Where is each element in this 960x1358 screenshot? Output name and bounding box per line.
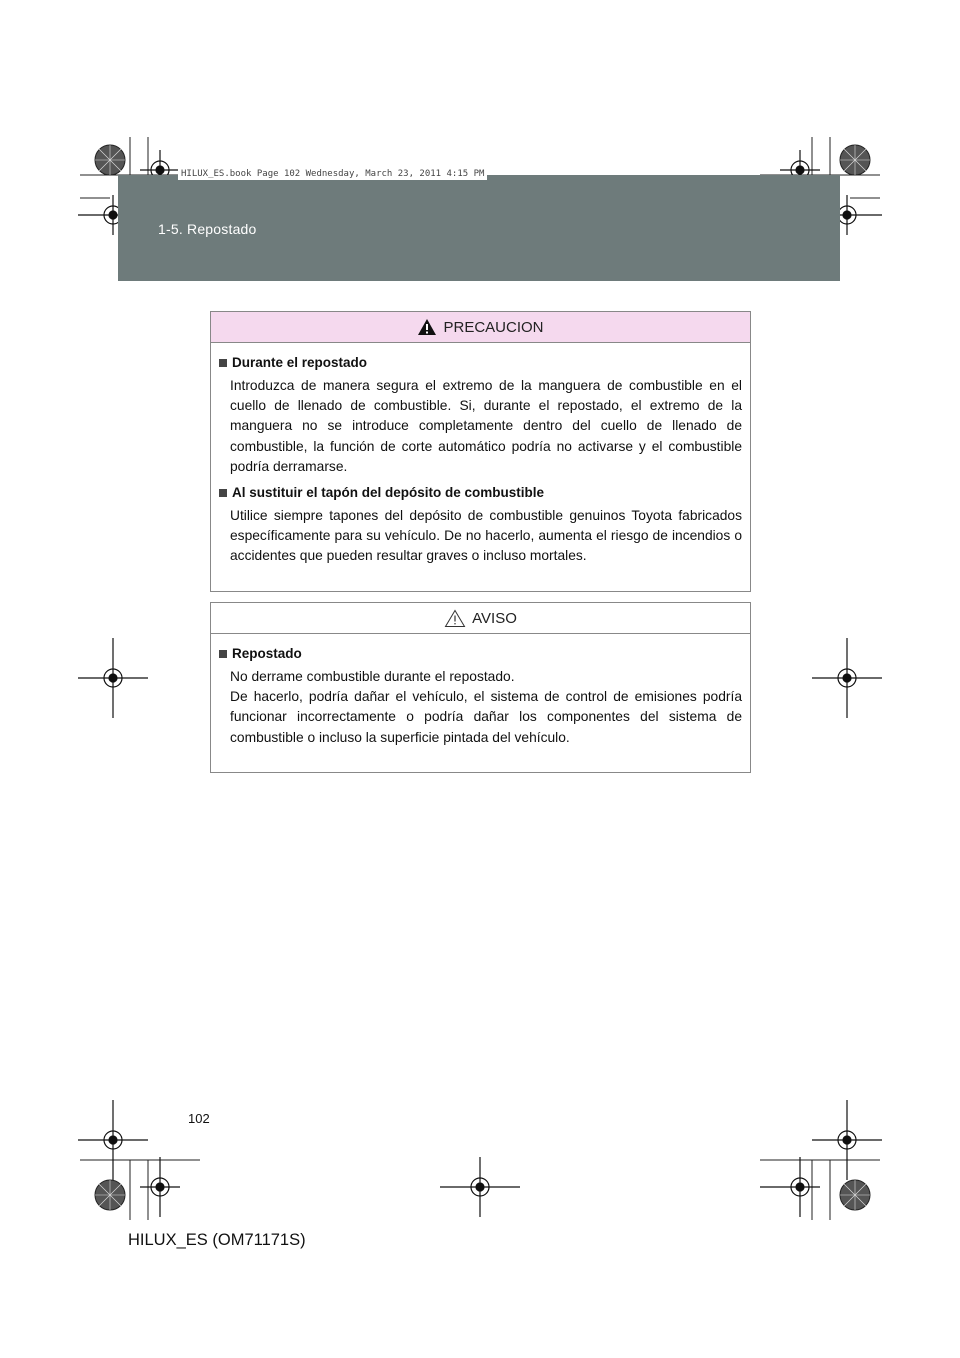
caution-box	[210, 311, 751, 592]
notice-item-title: Repostado	[219, 646, 742, 661]
caution-item-text: Utilice siempre tapones del depósito de combustible genuinos Toyota fabricados específicamente para su vehículo. De no hacerlo, aumenta el riesgo de incendios o accidentes que pueden resultar graves o incluso mortales.	[230, 508, 742, 564]
page-number: 102	[188, 1111, 210, 1126]
caution-item-title: Al sustituir el tapón del depósito de combustible	[219, 485, 742, 500]
bullet-square-icon	[219, 489, 227, 497]
warning-outline-icon	[444, 609, 466, 628]
warning-icon	[417, 318, 437, 336]
notice-item-text: De hacerlo, podría dañar el vehículo, el sistema de control de emisiones podría funcionar incorrectamente o podría dañar los componentes del sistema de combustible o incluso la superficie pintada del vehículo.	[230, 689, 742, 745]
print-stamp: HILUX_ES.book Page 102 Wednesday, March 23, 2011 4:15 PM	[178, 168, 487, 180]
notice-header	[211, 603, 750, 634]
document-id: HILUX_ES (OM71171S)	[128, 1231, 306, 1249]
bullet-square-icon	[219, 650, 227, 658]
notice-heading: AVISO	[472, 609, 517, 627]
section-header-band	[118, 175, 840, 281]
section-title: 1-5. Repostado	[158, 221, 257, 237]
caution-item-text: Introduzca de manera segura el extremo de la manguera de combustible en el cuello de llenado de combustible. Si, durante el repostado, el extremo de la manguera no se introduce completamente dentro del cuello de llenado de combustible, la función de corte automático podría no activarse y el combustible podría derramarse.	[230, 378, 742, 474]
bullet-square-icon	[219, 359, 227, 367]
caution-header	[211, 312, 750, 343]
caution-heading: PRECAUCION	[443, 318, 544, 336]
caution-item-title: Durante el repostado	[219, 355, 742, 370]
notice-box	[210, 602, 751, 773]
notice-item-line: No derrame combustible durante el repostado.	[230, 669, 515, 684]
